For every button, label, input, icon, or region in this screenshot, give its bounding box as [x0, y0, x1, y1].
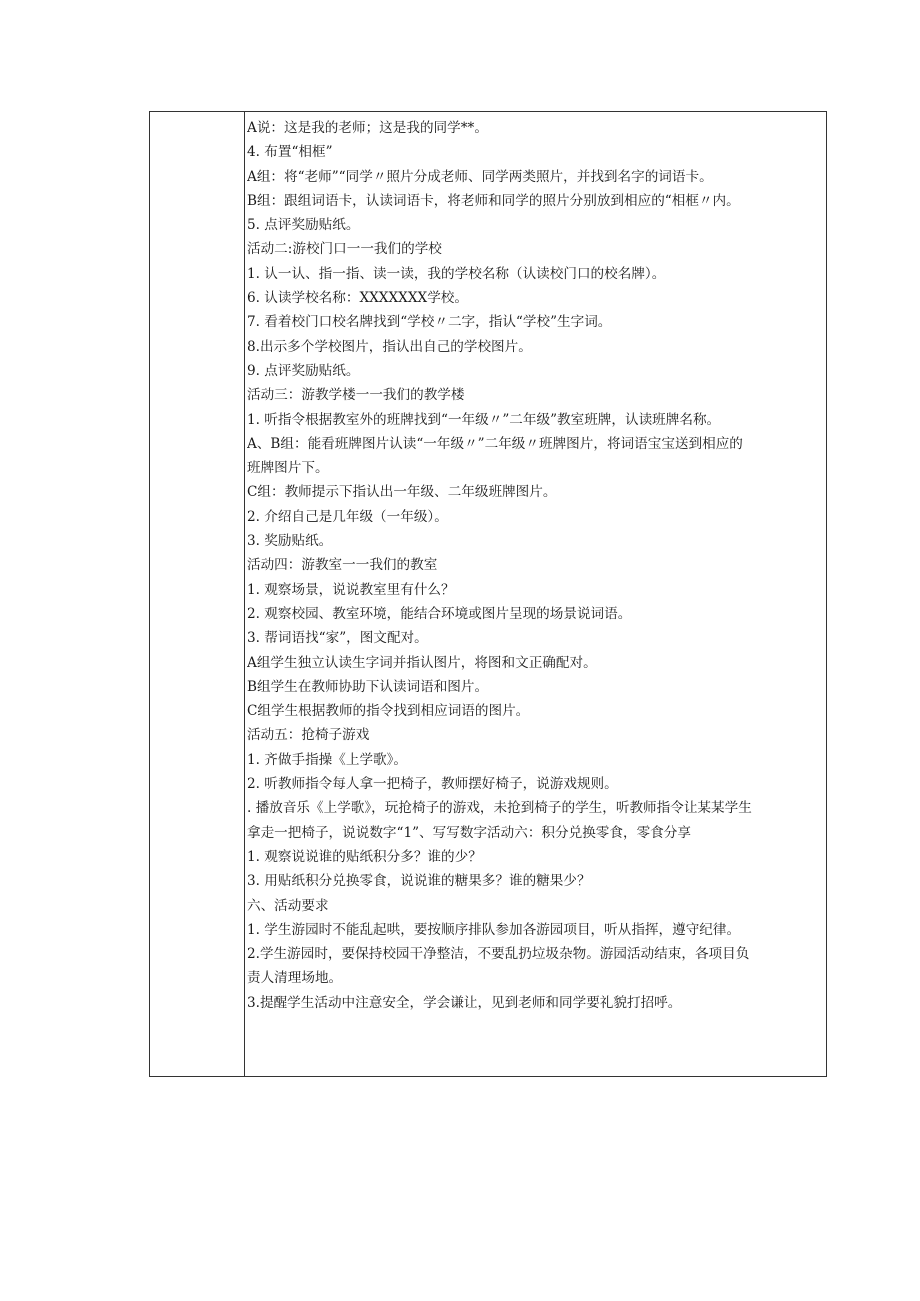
text-line: 1. 认一认、指一指、读一读，我的学校名称（认读校门口的校名牌）。 — [247, 265, 666, 282]
text-line: 6. 认读学校名称：XXXXXXX学校。 — [247, 290, 468, 307]
table-left-cell — [150, 112, 245, 1076]
table-content-cell — [245, 112, 826, 1076]
text-line: 7. 看着校门口校名牌找到“学校〃二字，指认“学校”生字词。 — [247, 314, 612, 331]
text-line: 1. 观察说说谁的贴纸积分多？谁的少？ — [247, 848, 482, 865]
text-line: 1. 观察场景，说说教室里有什么？ — [247, 581, 455, 598]
text-line: 2.学生游园时，要保持校园干净整洁，不要乱扔垃圾杂物。游园活动结束，各项目负 — [247, 946, 750, 963]
text-line: 2. 听教师指令每人拿一把椅子，教师摆好椅子，说游戏规则。 — [247, 776, 618, 793]
text-line: 9. 点评奖励贴纸。 — [247, 362, 360, 379]
section-heading: 活动五：抢椅子游戏 — [247, 727, 370, 744]
text-line: 1. 学生游园时不能乱起哄，要按顺序排队参加各游园项目，听从指挥，遵守纪律。 — [247, 921, 741, 938]
text-line: 3. 帮词语找“家”，图文配对。 — [247, 630, 428, 647]
text-line: 拿走一把椅子，说说数字“1”、写写数字活动六：积分兑换零食，零食分享 — [247, 824, 691, 841]
text-line: 1. 齐做手指操《上学歌》。 — [247, 751, 408, 768]
text-line: 2. 观察校园、教室环境，能结合环境或图片呈现的场景说词语。 — [247, 605, 632, 622]
text-line: C组学生根据教师的指令找到相应词语的图片。 — [247, 703, 530, 720]
text-line: 5. 点评奖励贴纸。 — [247, 217, 360, 234]
text-line: . 播放音乐《上学歌》，玩抢椅子的游戏，未抢到椅子的学生，听教师指令让某某学生 — [247, 800, 752, 817]
text-line: 3. 奖励贴纸。 — [247, 533, 333, 550]
text-line: 责人清理场地。 — [247, 970, 343, 987]
section-heading: 活动四：游教室一一我们的教室 — [247, 557, 438, 574]
text-line: C组：教师提示下指认出一年级、二年级班牌图片。 — [247, 484, 557, 501]
section-heading: 活动三：游教学楼一一我们的教学楼 — [247, 387, 465, 404]
text-line: A组：将“老师”“同学〃照片分成老师、同学两类照片，并找到名字的词语卡。 — [247, 168, 713, 185]
activity-table — [149, 111, 827, 1077]
text-line: A组学生独立认读生字词并指认图片，将图和文正确配对。 — [247, 654, 597, 671]
text-line: 班牌图片下。 — [247, 460, 329, 477]
text-line: A、B组：能看班牌图片认读“一年级〃”二年级〃班牌图片，将词语宝宝送到相应的 — [247, 435, 743, 452]
section-heading: 活动二:游校门口一一我们的学校 — [247, 241, 442, 258]
section-heading: 六、活动要求 — [247, 897, 329, 914]
text-line: 8.出示多个学校图片，指认出自己的学校图片。 — [247, 338, 532, 355]
text-line: 3.提醒学生活动中注意安全，学会谦让，见到老师和同学要礼貌打招呼。 — [247, 994, 682, 1011]
text-line: 4. 布置“相框” — [247, 144, 333, 161]
text-line: 1. 听指令根据教室外的班牌找到“一年级〃”二年级”教室班牌，认读班牌名称。 — [247, 411, 721, 428]
text-line: 3. 用贴纸积分兑换零食，说说谁的糖果多？谁的糖果少？ — [247, 873, 591, 890]
text-line: 2. 介绍自己是几年级（一年级）。 — [247, 508, 448, 525]
text-line: A说：这是我的老师；这是我的同学**。 — [247, 120, 488, 136]
text-line: B组学生在教师协助下认读词语和图片。 — [247, 678, 489, 695]
text-line: B组：跟组词语卡，认读词语卡，将老师和同学的照片分别放到相应的“相框〃内。 — [247, 192, 740, 209]
